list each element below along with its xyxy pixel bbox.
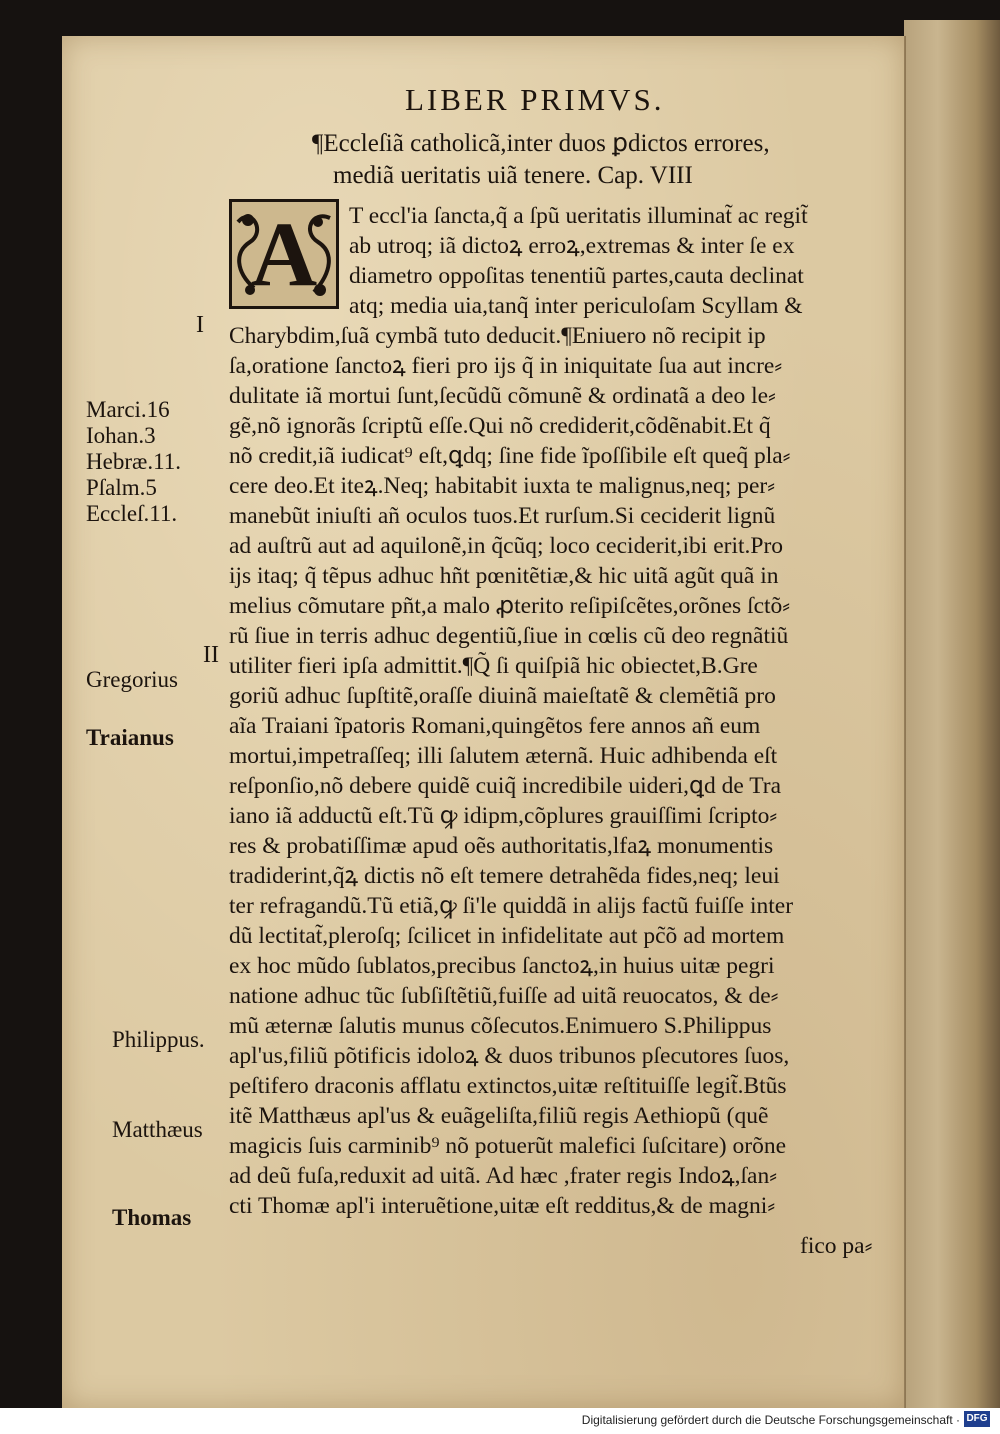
margin-note-philippus: Philippus.	[112, 1027, 205, 1052]
catchword: fico pa⸗	[800, 1233, 873, 1259]
text-line: cti Thomæ apl'i interuẽtione,uitæ eſt redditus,& de magni⸗	[229, 1193, 776, 1219]
text-line: reſponſio,nõ debere quidẽ cuiq̃ incredibile uideri,ꝗd de Tra	[229, 773, 782, 799]
text-line: ſa,oratione ſanctoꝝ fieri pro ĳs q̃ in iniquitate ſua aut incre⸗	[229, 353, 783, 379]
text-line: ab utroq; iã dictoꝝ erroꝝ,extremas & inter ſe ex	[349, 233, 795, 259]
text-line: mortui,impetraſſeq; illi ſalutem æternã. Huic adhibenda eſt	[229, 743, 778, 769]
text-line: ad deũ fuſa,reduxit ad uitã. Ad hæc ,frater regis Indoꝝ,ſan⸗	[229, 1163, 778, 1189]
text-line: melius cõmutare pñt,a malo ꝓterito reſipiſcẽtes,orõnes ſctõ⸗	[229, 593, 791, 619]
text-line: ĳs itaq; q̃ tẽpus adhuc hñt pœnitẽtiæ,& hic uitã agũt quã in	[229, 563, 779, 589]
text-line: mũ æternæ ſalutis munus cõſecutos.Enimuero S.Philippus	[229, 1013, 772, 1039]
margin-note-gregorius: Gregorius	[86, 667, 178, 692]
text-line: ex hoc mũdo ſublatos,precibus ſanctoꝝ,in huius uitæ pegri	[229, 953, 775, 979]
margin-note-hebrae: Hebræ.11.	[86, 449, 181, 474]
initial-letter: A	[250, 203, 318, 305]
text-line: atq; media uia,tanq̃ inter periculoſam Scyllam &	[349, 293, 803, 319]
text-line: peſtifero draconis afflatu extinctos,uitæ reſtituiſſe legit̃.Btũs	[229, 1073, 787, 1099]
text-line: ad auſtrũ aut ad aquilonẽ,in q̃cũq; loco ceciderit,ibi erit.Pro	[229, 533, 784, 559]
text-line: T eccl'ia ſancta,q̃ a ſpũ ueritatis illuminat̃ ac regit̃	[349, 203, 808, 229]
text-line: goriũ adhuc ſupſtitẽ,oraſſe diuinã maieſtatẽ & clemẽtiã pro	[229, 683, 776, 709]
text-line: rũ ſiue in terris adhuc degentiũ,ſiue in cœlis cũ deo regnãtiũ	[229, 623, 789, 649]
margin-number-2: II	[203, 642, 219, 668]
margin-note-marci: Marci.16	[86, 397, 170, 422]
dfg-logo-icon: DFG	[964, 1411, 990, 1427]
margin-note-psalm: Pſalm.5	[86, 475, 157, 500]
margin-note-matthaeus: Matthæus	[112, 1117, 203, 1142]
text-line: dulitate iã mortui ſunt,ſecũdũ cõmunẽ & ordinatã a deo le⸗	[229, 383, 776, 409]
text-line: diametro oppoſitas tenentiũ partes,cauta declinat	[349, 263, 804, 289]
chapter-title-line-2: mediã ueritatis uiã tenere. Cap. VIII	[333, 162, 693, 189]
text-line: cere deo.Et iteꝝ.Neq; habitabit iuxta te malignus,neq; per⸗	[229, 473, 776, 499]
text-line: Charybdim,ſuã cymbã tuto deducit.¶Eniuero nõ recipit ip	[229, 323, 766, 349]
margin-note-iohan: Iohan.3	[86, 423, 156, 448]
margin-note-traianus: Traianus	[86, 725, 174, 750]
text-line: manebũt iniuſti añ oculos tuos.Et rurſum.Si ceciderit lignũ	[229, 503, 776, 529]
chapter-title-line-1: ¶Eccleſiã catholicã,inter duos ꝑdictos errores,	[312, 130, 770, 157]
margin-number-1: I	[196, 312, 204, 338]
margin-note-thomas: Thomas	[112, 1205, 192, 1230]
text-line: ter refragandũ.Tũ etiã,ꝙ ſi'le quiddã in alĳs factũ fuiſſe inter	[229, 893, 794, 919]
funding-credit: Digitalisierung gefördert durch die Deutsche Forschungsgemeinschaft ·	[581, 1413, 960, 1427]
text-line: nõ credit,iã iudicat⁹ eſt,ꝗdq; ſine fide ĩpoſſibile eſt queq̃ pla⸗	[229, 443, 791, 469]
decorated-initial	[229, 199, 339, 309]
text-line: natione adhuc tũc ſubſiſtẽtiũ,fuiſſe ad uitã reuocatos, & de⸗	[229, 983, 779, 1009]
text-line: utiliter fieri ipſa admittit.¶Q̃ ſi quiſpiã hic obiectet,B.Gre	[229, 653, 758, 679]
margin-note-eccles: Eccleſ.11.	[86, 501, 178, 526]
text-line: magicis ſuis carminib⁹ nõ potuerũt malefici ſuſcitare) orõne	[229, 1133, 787, 1159]
text-line: aĩa Traiani ĩpatoris Romani,quingẽtos fere annos añ eum	[229, 713, 761, 739]
text-line: iano iã adductũ eſt.Tũ ꝙ idipm,cõplures grauiſſimi ſcripto⸗	[229, 803, 778, 829]
running-head: LIBER PRIMVS.	[405, 82, 665, 117]
text-line: itẽ Matthæus apl'us & euãgeliſta,filiũ regis Aethiopũ (quẽ	[229, 1103, 769, 1129]
text-line: tradiderint,q̃ꝝ dictis nõ eſt temere detrahẽda fides,neq; leui	[229, 863, 780, 889]
facing-page-edge	[904, 20, 1000, 1412]
text-line: dũ lectitat̃,pleroſq; ſcilicet in infidelitate aut pc̃õ ad mortem	[229, 923, 785, 949]
text-line: res & probatiſſimæ apud oẽs authoritatis,lfaꝝ monumentis	[229, 833, 774, 859]
text-line: gẽ,nõ ignorãs ſcriptũ eſſe.Qui nõ crediderit,cõdẽnabit.Et q̃	[229, 413, 771, 439]
text-line: apl'us,filiũ põtificis idoloꝝ & duos tribunos pſecutores ſuos,	[229, 1043, 790, 1069]
